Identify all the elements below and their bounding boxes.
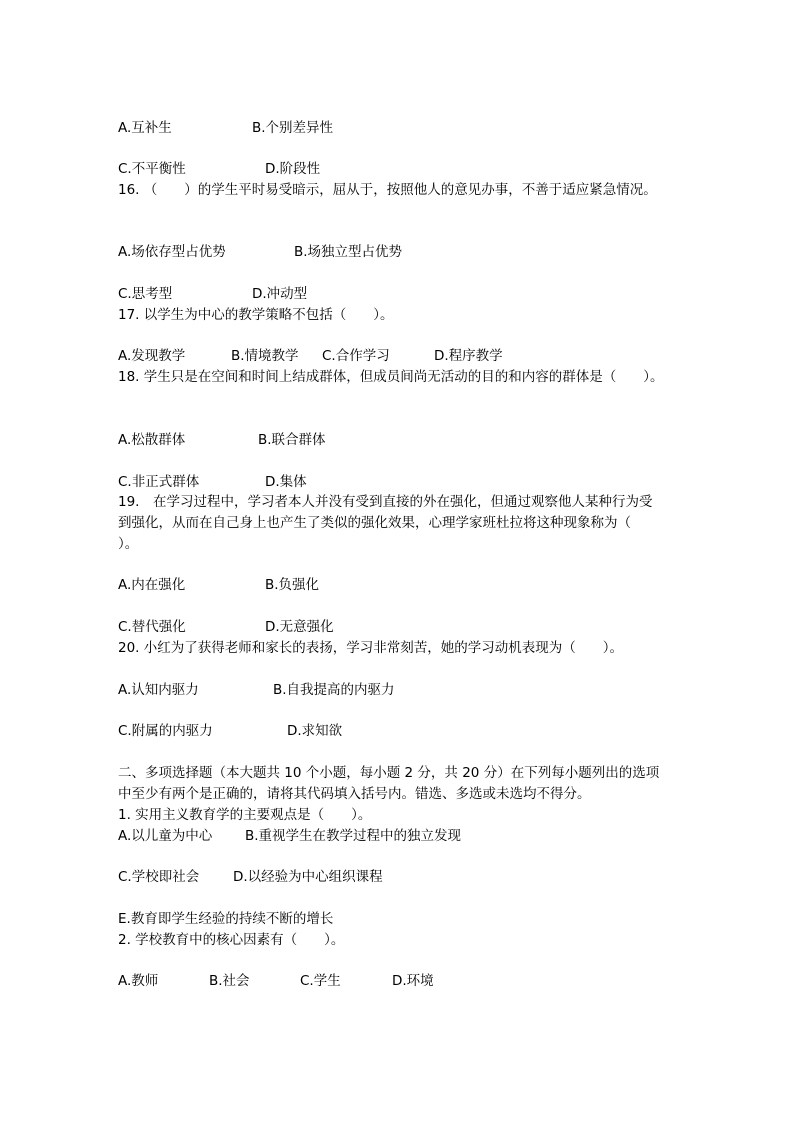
q18-stem: 18. 学生只是在空间和时间上结成群体，但成员间尚无活动的目的和内容的群体是（ ）。 <box>118 369 664 385</box>
q19-stem-line3: ）。 <box>118 536 139 552</box>
m1-option-b: B.重视学生在教学过程中的独立发现 <box>245 828 462 844</box>
q15-option-a: A.互补生 <box>118 120 172 136</box>
q15-option-b: B.个别差异性 <box>252 120 334 136</box>
m2-stem: 2. 学校教育中的核心因素有（ ）。 <box>118 932 345 948</box>
m1-option-e: E.教育即学生经验的持续不断的增长 <box>118 911 334 927</box>
m1-option-a: A.以儿童为中心 <box>118 828 213 844</box>
q20-option-b: B.自我提高的内驱力 <box>273 682 395 698</box>
q20-option-d: D.求知欲 <box>287 723 343 739</box>
q20-option-a: A.认知内驱力 <box>118 682 199 698</box>
m1-option-c: C.学校即社会 <box>118 869 200 885</box>
section2-heading-line1: 二、多项选择题（本大题共 10 个小题，每小题 2 分，共 20 分）在下列每小题列出的选项 <box>118 765 660 781</box>
m2-option-a: A.教师 <box>118 973 159 989</box>
q17-stem: 17. 以学生为中心的教学策略不包括（ ）。 <box>118 307 394 323</box>
q17-option-c: C.合作学习 <box>322 348 390 364</box>
q19-option-a: A.内在强化 <box>118 577 186 593</box>
q19-stem-line2: 到强化，从而在自己身上也产生了类似的强化效果，心理学家班杜拉将这种现象称为（ <box>118 515 631 531</box>
q17-option-b: B.情境教学 <box>231 348 299 364</box>
q16-stem: 16. （ ）的学生平时易受暗示，屈从于，按照他人的意见办事，不善于适应紧急情况。 <box>118 182 657 198</box>
q19-option-c: C.替代强化 <box>118 619 186 635</box>
q19-stem-line1: 19. 在学习过程中，学习者本人并没有受到直接的外在强化，但通过观察他人某种行为受 <box>118 494 653 510</box>
q16-option-d: D.冲动型 <box>252 286 308 302</box>
m2-option-c: C.学生 <box>300 973 341 989</box>
q20-stem: 20. 小红为了获得老师和家长的表扬，学习非常刻苦，她的学习动机表现为（ ）。 <box>118 640 624 656</box>
q19-option-d: D.无意强化 <box>265 619 334 635</box>
q16-option-c: C.思考型 <box>118 286 173 302</box>
q15-option-d: D.阶段性 <box>265 161 321 177</box>
q17-option-a: A.发现教学 <box>118 348 186 364</box>
q18-option-d: D.集体 <box>265 474 307 490</box>
q18-option-c: C.非正式群体 <box>118 474 200 490</box>
q17-option-d: D.程序教学 <box>434 348 503 364</box>
section2-heading-line2: 中至少有两个是正确的，请将其代码填入括号内。错选、多选或未选均不得分。 <box>118 786 591 802</box>
q18-option-a: A.松散群体 <box>118 432 186 448</box>
q15-option-c: C.不平衡性 <box>118 161 186 177</box>
q19-option-b: B.负强化 <box>265 577 320 593</box>
m1-stem: 1. 实用主义教育学的主要观点是（ ）。 <box>118 807 372 823</box>
q20-option-c: C.附属的内驱力 <box>118 723 213 739</box>
q16-option-b: B.场独立型占优势 <box>294 244 403 260</box>
m1-option-d: D.以经验为中心组织课程 <box>233 869 383 885</box>
m2-option-d: D.环境 <box>392 973 434 989</box>
q18-option-b: B.联合群体 <box>258 432 326 448</box>
m2-option-b: B.社会 <box>209 973 250 989</box>
q16-option-a: A.场依存型占优势 <box>118 244 226 260</box>
